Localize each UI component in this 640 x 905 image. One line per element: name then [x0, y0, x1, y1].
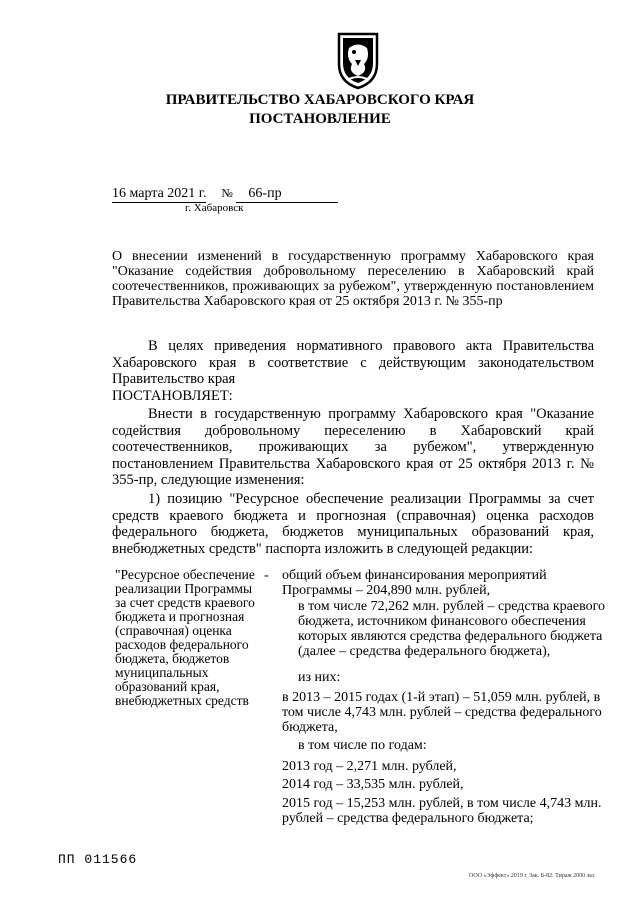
right-line-3: из них:	[298, 670, 341, 685]
preamble-text: В целях приведения нормативного правового акта Правительства Хабаровского края в соответствие с действующим законодательством Правительство края	[112, 338, 594, 387]
item-1-text: 1) позицию "Ресурсное обеспечение реализации Программы за счет средств краевого бюджета и прогнозная (справочная) оценка расходов федерального бюджета, бюджетов муниципальных образований края, внебюджетных средств" паспорта изложить в следующей редакции:	[112, 491, 594, 557]
number-sign: №	[221, 186, 233, 200]
government-title: ПРАВИТЕЛЬСТВО ХАБАРОВСКОГО КРАЯ	[165, 92, 475, 108]
coat-of-arms-emblem	[333, 30, 383, 90]
document-type-title: ПОСТАНОВЛЕНИЕ	[249, 111, 391, 127]
document-date: 16 марта 2021 г.	[112, 186, 207, 201]
printer-info: ООО «Эффект» 2019 г. Зак. Б-82. Тираж 2000 экз	[469, 873, 595, 879]
city: г. Хабаровск	[185, 202, 244, 214]
document-subject: О внесении изменений в государственную программу Хабаровского края "Оказание содействия добровольному переселению в Хабаровский край соотечественников, проживающих за рубежом", утвержденную постановлением Правительства Хабаровского края от 25 октября 2013 г. № 355-пр	[112, 249, 594, 309]
document-number: 66-пр	[236, 186, 338, 203]
right-line-6: 2013 год – 2,271 млн. рублей,	[282, 759, 457, 774]
right-line-2: в том числе 72,262 млн. рублей – средства краевого бюджета, источником финансового обеспечения которых являются средства федерального бюджета (далее – средства федерального бюджета),	[298, 599, 605, 659]
right-line-4: в 2013 – 2015 годах (1-й этап) – 51,059 млн. рублей, в том числе 4,743 млн. рублей – средства федерального бюджета,	[282, 690, 602, 735]
item-1-paragraph	[112, 491, 594, 557]
right-line-8: 2015 год – 15,253 млн. рублей, в том числе 4,743 млн. рублей – средства федерального бюджета;	[282, 796, 602, 826]
right-line-7: 2014 год – 33,535 млн. рублей,	[282, 777, 464, 792]
decree-heading: ПОСТАНОВЛЯЕТ:	[112, 388, 233, 404]
preamble-paragraph	[112, 338, 594, 388]
footer-code: ПП 011566	[58, 852, 138, 867]
right-line-5: в том числе по годам:	[298, 738, 427, 753]
date-number-line	[112, 186, 338, 203]
table-dash: -	[264, 568, 269, 583]
amendment-text: Внести в государственную программу Хабаровского края "Оказание содействия добровольному переселению в Хабаровский край соотечественников, проживающих за рубежом", утвержденную постановлением Правительства Хабаровского края от 25 октября 2013 г. № 355-пр, следующие изменения:	[112, 406, 594, 488]
amendment-paragraph	[112, 406, 594, 489]
right-line-1: общий объем финансирования мероприятий Программы – 204,890 млн. рублей,	[282, 568, 547, 598]
table-left-column: "Ресурсное обеспечение реализации Программы за счет средств краевого бюджета и прогнозная (справочная) оценка расходов федерального бюджета, бюджетов муниципальных образований края, внебюджетных средств	[115, 567, 255, 708]
